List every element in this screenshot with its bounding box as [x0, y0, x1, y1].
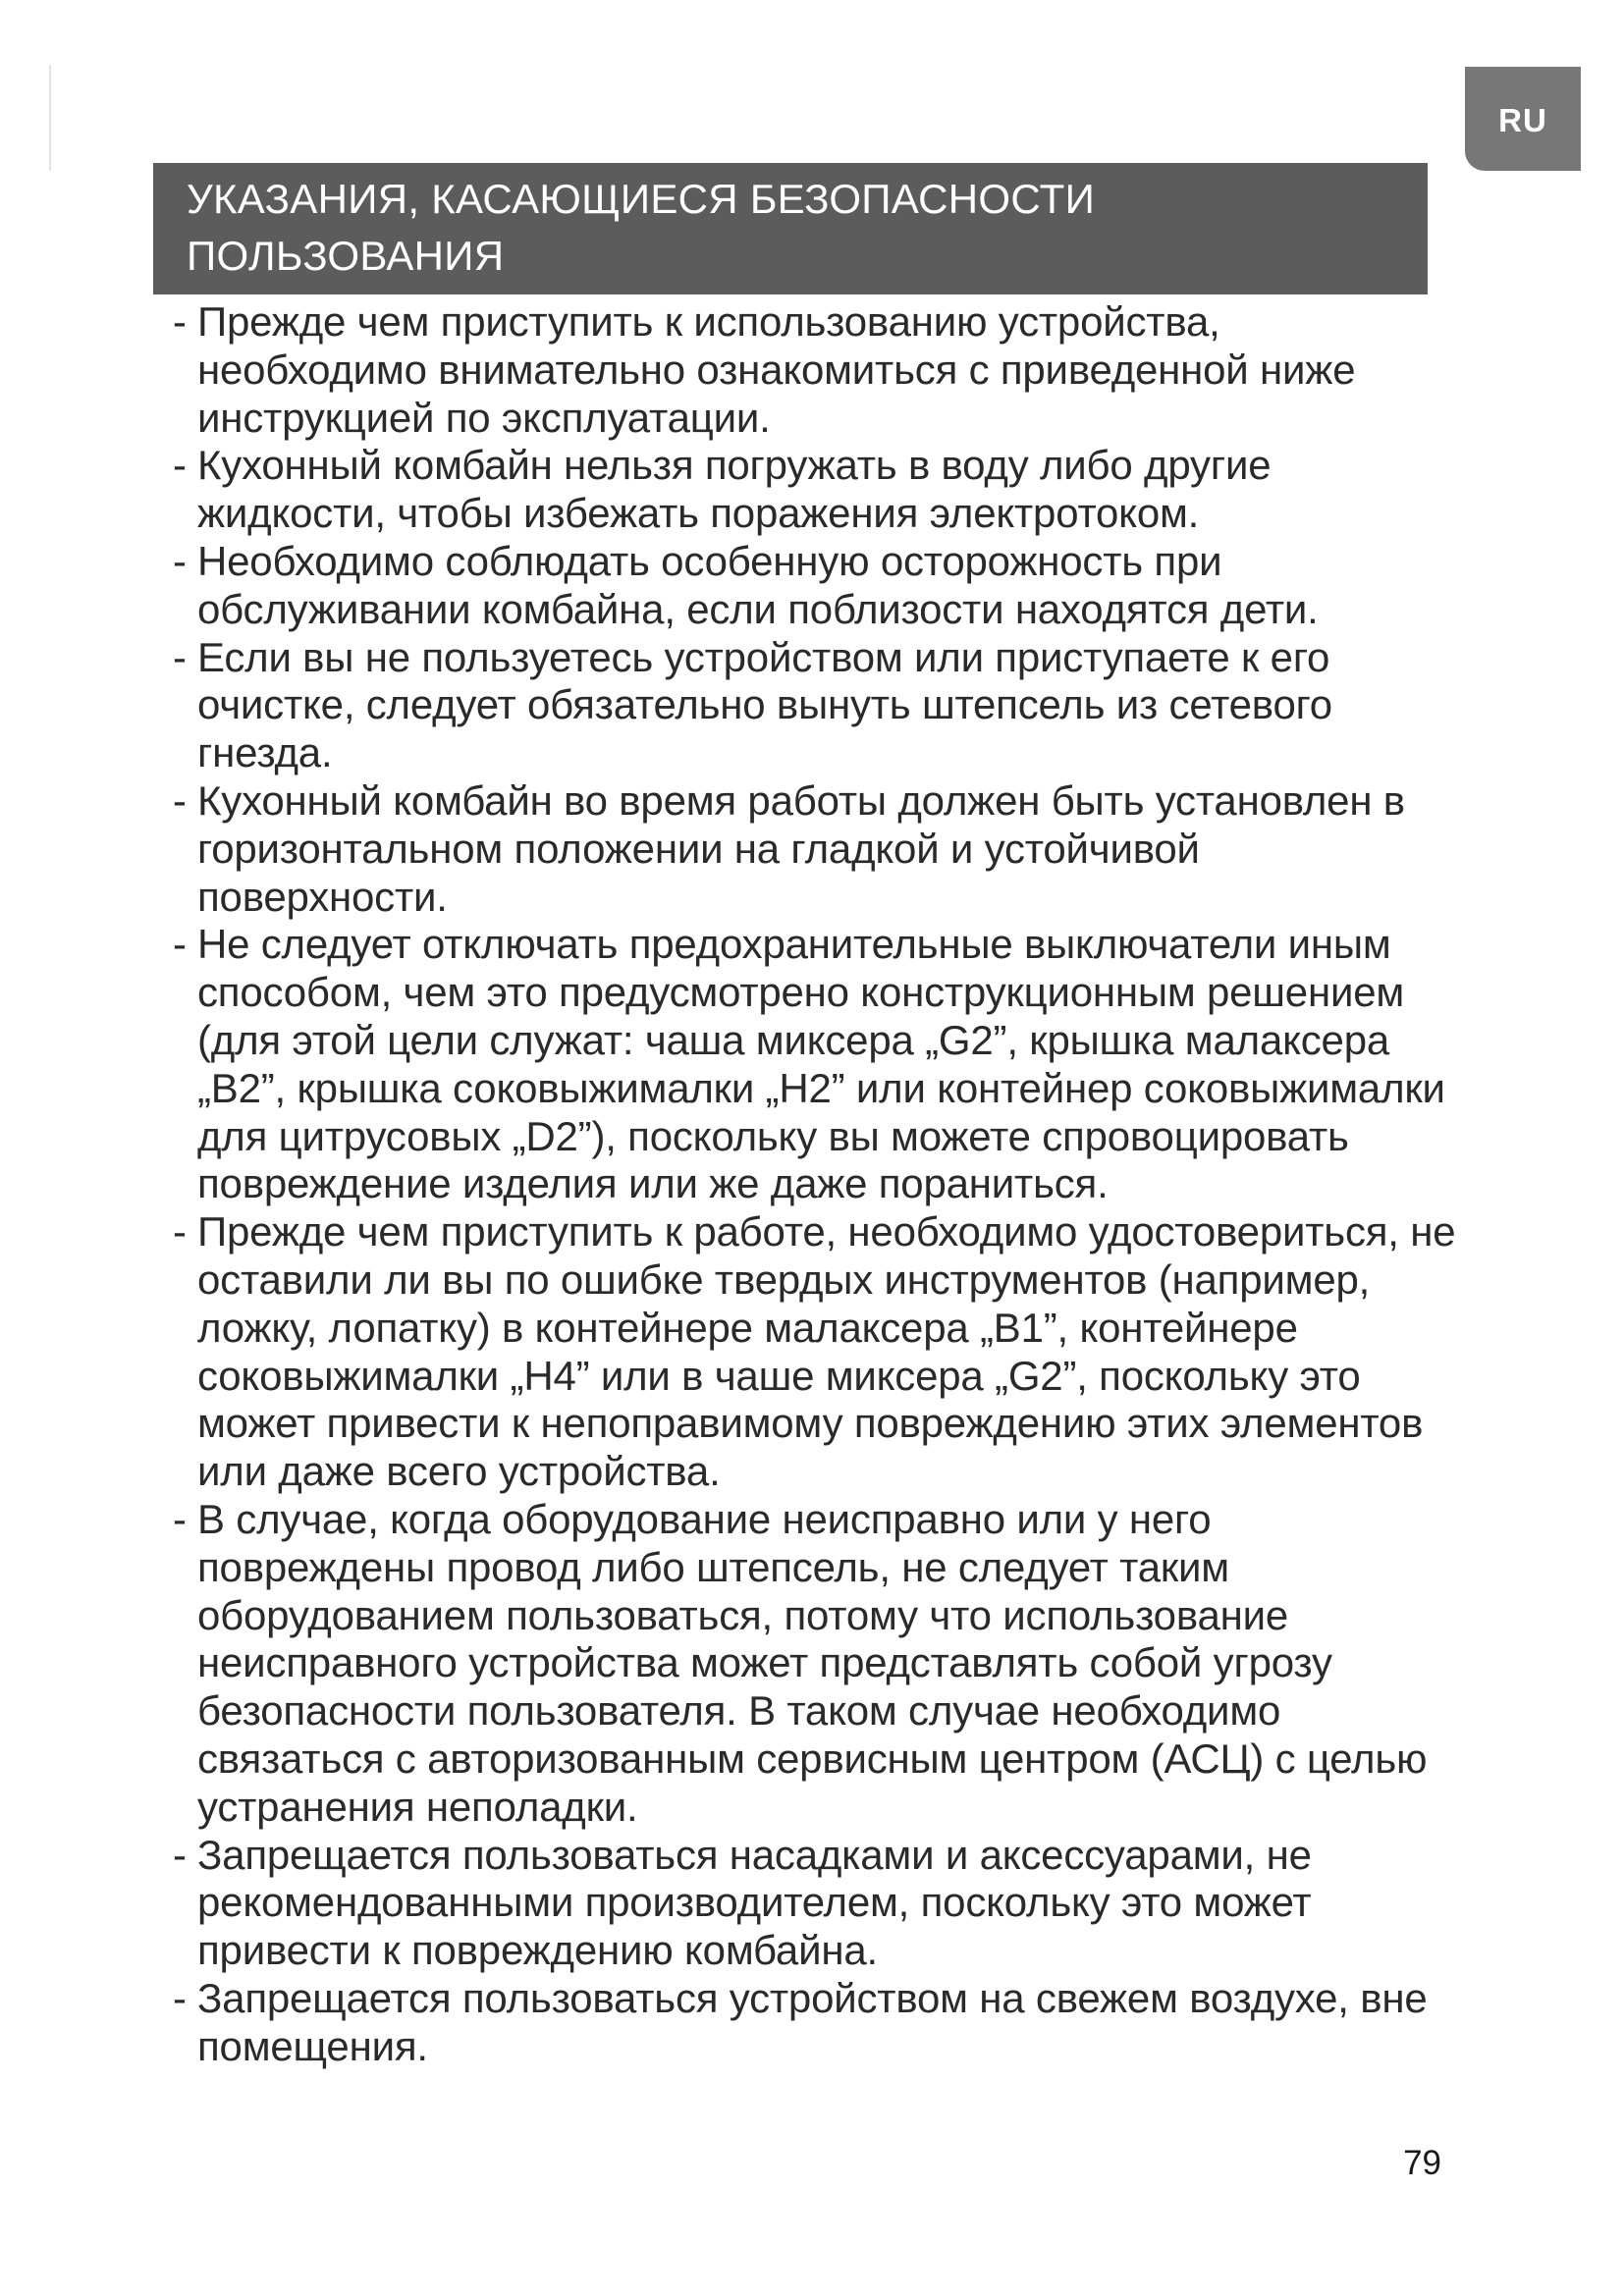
list-item — [173, 1832, 1457, 1975]
margin-rule — [49, 65, 51, 171]
list-item — [173, 298, 1457, 442]
bullet-dash: - — [173, 633, 187, 680]
list-item — [173, 1496, 1457, 1832]
section-title-line-2: ПОЛЬЗОВАНИЯ — [187, 233, 505, 279]
language-tab-label: RU — [1498, 102, 1547, 138]
bullet-dash: - — [173, 1974, 187, 2021]
list-item-text: В случае, когда оборудование неисправно или у него повреждены провод либо штепсель, не следует таким оборудованием пользоваться, потому что использование неисправного устройства может представлять собой угрозу безопасности пользователя. В таком случае необходимо связаться с авторизованным сервисным центром (АСЦ) с целью устранения неполадки. — [197, 1495, 1428, 1830]
section-header — [153, 163, 1428, 294]
list-item-text: Кухонный комбайн во время работы должен быть установлен в горизонтальном положении на гладкой и устойчивой поверхности. — [197, 776, 1405, 920]
bullet-dash: - — [173, 1208, 187, 1255]
list-item-text: Прежде чем приступить к использованию устройства, необходимо внимательно ознакомиться с приведенной ниже инструкцией по эксплуатации. — [197, 298, 1356, 441]
bullet-dash: - — [173, 442, 187, 489]
list-item — [173, 777, 1457, 921]
list-item-text: Если вы не пользуетесь устройством или приступаете к его очистке, следует обязательно вынуть штепсель из сетевого гнезда. — [197, 633, 1332, 776]
list-item — [173, 1975, 1457, 2071]
list-item-text: Запрещается пользоваться насадками и аксессуарами, не рекомендованными производителем, поскольку это может привести к повреждению комбайна. — [197, 1831, 1312, 1974]
instruction-list — [173, 298, 1457, 2070]
bullet-dash: - — [173, 1831, 187, 1878]
language-tab — [1465, 67, 1581, 171]
list-item-text: Необходимо соблюдать особенную осторожность при обслуживании комбайна, если поблизости находятся дети. — [197, 537, 1319, 632]
list-item-text: Прежде чем приступить к работе, необходимо удостовериться, не оставили ли вы по ошибке твердых инструментов (например, ложку, лопатку) в контейнере малаксера „B1”, контейнере соковыжималки „H4” или в чаше миксера „G2”, поскольку это может привести к непоправимому повреждению этих элементов или даже всего устройства. — [197, 1208, 1456, 1495]
bullet-dash: - — [173, 298, 187, 345]
bullet-dash: - — [173, 537, 187, 584]
section-title — [187, 171, 1428, 285]
list-item-text: Не следует отключать предохранительные выключатели иным способом, чем это предусмотрено конструкционным решением (для этой цели служат: чаша миксера „G2”, крышка малаксера „B2”, крышка соковыжималки „H2” или контейнер соковыжималки для цитрусовых „D2”), поскольку вы можете спровоцировать повреждение изделия или же даже пораниться. — [197, 921, 1445, 1207]
list-item — [173, 1208, 1457, 1496]
page-number: 79 — [1403, 2144, 1441, 2182]
list-item — [173, 538, 1457, 634]
list-item-text: Запрещается пользоваться устройством на свежем воздухе, вне помещения. — [197, 1974, 1428, 2069]
safety-instructions — [173, 298, 1457, 2070]
list-item — [173, 442, 1457, 538]
bullet-dash: - — [173, 1495, 187, 1542]
list-item — [173, 634, 1457, 777]
list-item — [173, 921, 1457, 1208]
section-title-line-1: УКАЗАНИЯ, КАСАЮЩИЕСЯ БЕЗОПАСНОСТИ — [187, 176, 1096, 222]
bullet-dash: - — [173, 776, 187, 824]
list-item-text: Кухонный комбайн нельзя погружать в воду либо другие жидкости, чтобы избежать поражения электротоком. — [197, 442, 1272, 537]
bullet-dash: - — [173, 921, 187, 968]
